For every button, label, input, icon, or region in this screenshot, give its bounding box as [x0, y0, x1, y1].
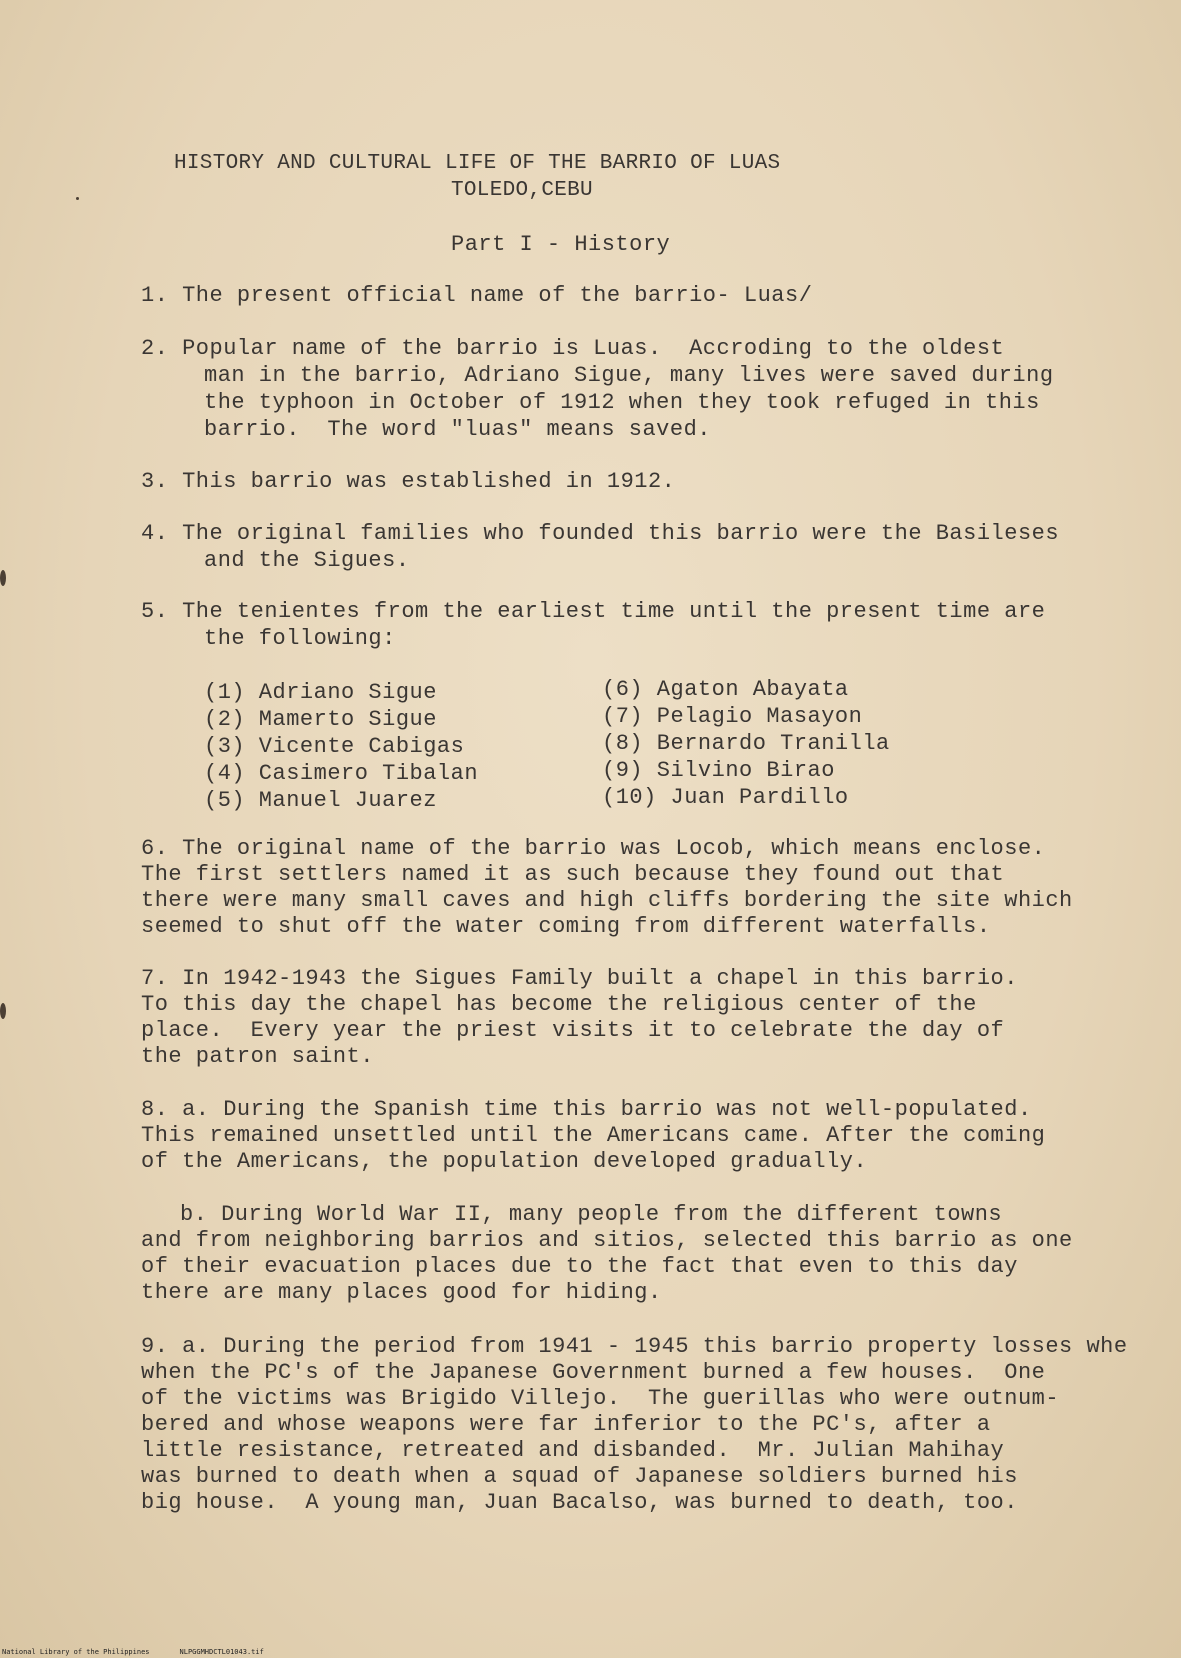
- item-8b-line: and from neighboring barrios and sitios, selected this barrio as one: [141, 1228, 1073, 1253]
- item-9a-line: bered and whose weapons were far inferior to the PC's, after a: [141, 1412, 991, 1437]
- scan-footer: [2, 1648, 294, 1656]
- item-6-line: The first settlers named it as such because they found out that: [141, 862, 1005, 887]
- item-4-line: 4. The original families who founded this barrio were the Basileses: [141, 521, 1060, 546]
- item-5-line: 5. The tenientes from the earliest time until the present time are: [141, 599, 1046, 624]
- item-8a-line: 8. a. During the Spanish time this barrio was not well-populated.: [141, 1097, 1032, 1122]
- teniente-entry: (9) Silvino Birao: [602, 758, 835, 783]
- document-title: HISTORY AND CULTURAL LIFE OF THE BARRIO OF LUAS: [174, 152, 781, 175]
- item-9a-line: when the PC's of the Japanese Government burned a few houses. One: [141, 1360, 1046, 1385]
- section-heading: Part I - History: [451, 232, 671, 257]
- teniente-entry: (1) Adriano Sigue: [204, 680, 437, 705]
- item-6-line: there were many small caves and high cliffs bordering the site which: [141, 888, 1073, 913]
- item-1: 1. The present official name of the barrio- Luas/: [141, 283, 813, 308]
- teniente-entry: (3) Vicente Cabigas: [204, 734, 465, 759]
- document-location: TOLEDO,CEBU: [451, 179, 593, 202]
- teniente-entry: (6) Agaton Abayata: [602, 677, 849, 702]
- item-2-line: man in the barrio, Adriano Sigue, many lives were saved during: [204, 363, 1054, 388]
- item-4-line: and the Sigues.: [204, 548, 410, 573]
- item-6-line: seemed to shut off the water coming from different waterfalls.: [141, 914, 991, 939]
- item-9a-line: little resistance, retreated and disbanded. Mr. Julian Mahihay: [141, 1438, 1005, 1463]
- teniente-entry: (10) Juan Pardillo: [602, 785, 849, 810]
- item-6-line: 6. The original name of the barrio was Locob, which means enclose.: [141, 836, 1046, 861]
- item-8a-line: This remained unsettled until the Americans came. After the coming: [141, 1123, 1046, 1148]
- item-8b-line: of their evacuation places due to the fact that even to this day: [141, 1254, 1018, 1279]
- item-7-line: To this day the chapel has become the religious center of the: [141, 992, 977, 1017]
- teniente-entry: (5) Manuel Juarez: [204, 788, 437, 813]
- item-7-line: the patron saint.: [141, 1044, 374, 1069]
- item-2-line: barrio. The word "luas" means saved.: [204, 417, 711, 442]
- speck-mark: [76, 197, 79, 200]
- item-8b-line: there are many places good for hiding.: [141, 1280, 662, 1305]
- tenientes-list-right: [602, 676, 890, 811]
- binding-hole-mark: [0, 1003, 6, 1019]
- teniente-entry: (8) Bernardo Tranilla: [602, 731, 890, 756]
- item-2-line: the typhoon in October of 1912 when they took refuged in this: [204, 390, 1040, 415]
- item-9a-line: 9. a. During the period from 1941 - 1945 this barrio property losses whe: [141, 1334, 1128, 1359]
- tenientes-list-left: [204, 679, 478, 814]
- item-9a-line: of the victims was Brigido Villejo. The guerillas who were outnum-: [141, 1386, 1060, 1411]
- teniente-entry: (7) Pelagio Masayon: [602, 704, 863, 729]
- item-8a-line: of the Americans, the population developed gradually.: [141, 1149, 868, 1174]
- item-8b-line: b. During World War II, many people from the different towns: [180, 1202, 1003, 1227]
- item-9a-line: was burned to death when a squad of Japanese soldiers burned his: [141, 1464, 1018, 1489]
- binding-hole-mark: [0, 570, 6, 586]
- library-credit: National Library of the Philippines: [2, 1648, 150, 1656]
- item-5-line: the following:: [204, 626, 396, 651]
- item-9a-line: big house. A young man, Juan Bacalso, was burned to death, too.: [141, 1490, 1018, 1515]
- item-7-line: 7. In 1942-1943 the Sigues Family built a chapel in this barrio.: [141, 966, 1018, 991]
- teniente-entry: (4) Casimero Tibalan: [204, 761, 479, 786]
- item-7-line: place. Every year the priest visits it to celebrate the day of: [141, 1018, 1005, 1043]
- file-name: NLPGGMHDCTL01043.tif: [179, 1648, 264, 1656]
- item-3: 3. This barrio was established in 1912.: [141, 469, 676, 494]
- item-2-line: 2. Popular name of the barrio is Luas. Accroding to the oldest: [141, 336, 1005, 361]
- teniente-entry: (2) Mamerto Sigue: [204, 707, 437, 732]
